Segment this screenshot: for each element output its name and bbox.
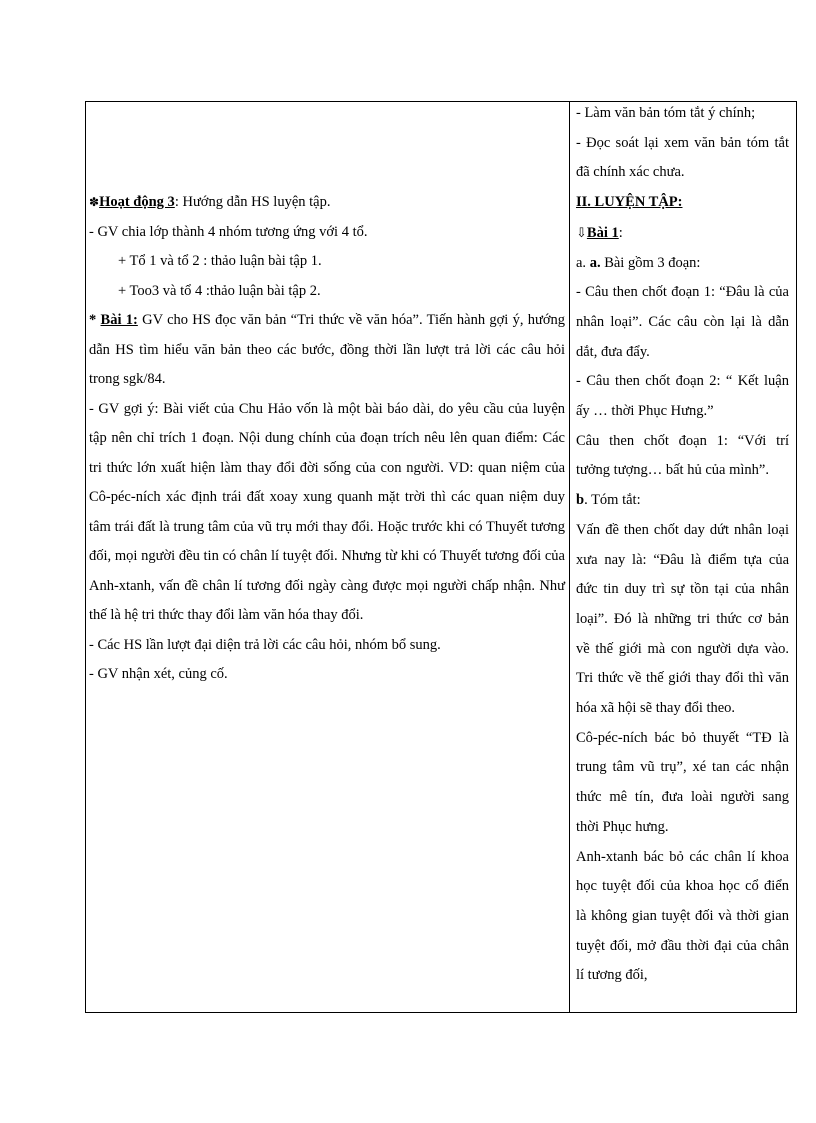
exercise-colon: : — [618, 224, 623, 241]
group-division-text: - GV chia lớp thành 4 nhóm tương ứng với 4 tổ. — [89, 223, 368, 240]
part-a-prefix: a. — [576, 254, 590, 271]
teacher-activity-column — [89, 188, 565, 690]
flower-bullet-icon: ✽ — [89, 195, 100, 209]
group-3-4-task: + Too3 và tổ 4 :thảo luận bài tập 2. — [118, 282, 321, 299]
down-arrow-icon: ⇩ — [576, 224, 587, 240]
part-b-text: . Tóm tắt: — [584, 492, 641, 509]
key-sentence-3: Câu then chốt đoạn 1: “Với trí tưởng tượng… bất hủ của mình”. — [576, 432, 789, 479]
exercise-1-instruction — [89, 306, 565, 395]
group-1-2-task: + Tổ 1 và tổ 2 : thảo luận bài tập 1. — [118, 253, 322, 269]
part-a-text: Bài gồm 3 đoạn: — [600, 254, 701, 271]
content-column — [576, 99, 789, 991]
exercise-1-text: GV cho HS đọc văn bản “Tri thức về văn hóa”. Tiến hành gợi ý, hướng dẫn HS tìm hiểu văn bản theo các bước, đồng thời lần lượt trả lời các câu hỏi trong sgk/84. — [89, 312, 566, 387]
student-answer-text: - Các HS lần lượt đại diện trả lời các câu hỏi, nhóm bổ sung. — [89, 636, 441, 653]
part-a-heading — [576, 249, 789, 279]
part-b-bold: b — [576, 492, 585, 509]
summary-paragraph-1: Vấn đề then chốt day dứt nhân loại xưa nay là: “Đâu là điểm tựa của đức tin duy trì sự tồn tại của nhân loại”. Đó là những tri thức cơ bản về thế giới mà con người dựa vào. Tri thức về thế giới thay đổi thì văn hóa xã hội sẽ thay đổi theo. — [576, 521, 789, 717]
column-divider — [569, 101, 570, 1013]
teacher-review-text: - GV nhận xét, củng cố. — [89, 666, 228, 682]
activity-heading — [89, 188, 565, 218]
summary-paragraph-3: Anh-xtanh bác bỏ các chân lí khoa học tuyệt đối của khoa học cổ điển là không gian tuyệt đối và thời gian tuyệt đối, mở đầu thời đại của chân lí tương đối, — [576, 848, 789, 984]
activity-title: Hoạt động 3 — [99, 194, 175, 210]
activity-description: : Hướng dẫn HS luyện tập. — [174, 194, 331, 210]
exercise-star: * — [89, 312, 101, 328]
exercise-1-title: Bài 1: — [100, 312, 138, 328]
section-title: II. LUYỆN TẬP: — [576, 194, 683, 211]
summary-step-1: - Làm văn bản tóm tắt ý chính; — [576, 105, 756, 121]
teacher-suggestion: - GV gợi ý: Bài viết của Chu Hảo vốn là một bài báo dài, do yêu cầu của luyện tập nên chỉ trích 1 đoạn. Nội dung chính của đoạn trích nêu lên quan điểm: Các tri thức lớn xuất hiện làm thay đổi đời sống của con người. VD: quan niệm của Cô-péc-ních xác định trái đất xoay xung quanh mặt trời thì các quan niệm duy tâm trái đất là trung tâm của vũ trụ mới thay đổi. Hoặc trước khi có Thuyết tương đối, mọi người đều tin có chân lí tuyệt đối. Nhưng từ khi có Thuyết tương đối của Anh-xtanh, vấn đề chân lí tương đối ngày càng được mọi người chấp nhận. Như thế là hệ tri thức thay đổi làm văn hóa thay đổi. — [89, 400, 565, 623]
summary-step-2: - Đọc soát lại xem văn bản tóm tắt đã chính xác chưa. — [576, 134, 789, 181]
part-b-heading — [576, 486, 789, 516]
part-a-bold: a. — [589, 254, 601, 271]
key-sentence-2: - Câu then chốt đoạn 2: “ Kết luận ấy … thời Phục Hưng.” — [576, 373, 789, 420]
exercise-title: Bài 1 — [586, 224, 619, 241]
summary-paragraph-2: Cô-péc-ních bác bỏ thuyết “TĐ là trung tâm vũ trụ”, xé tan các nhận thức mê tín, đưa loài người sang thời Phục hưng. — [576, 729, 789, 835]
key-sentence-1: - Câu then chốt đoạn 1: “Đâu là của nhân loại”. Các câu còn lại là dẫn dắt, đưa đẩy. — [576, 284, 789, 360]
exercise-heading — [576, 218, 789, 249]
